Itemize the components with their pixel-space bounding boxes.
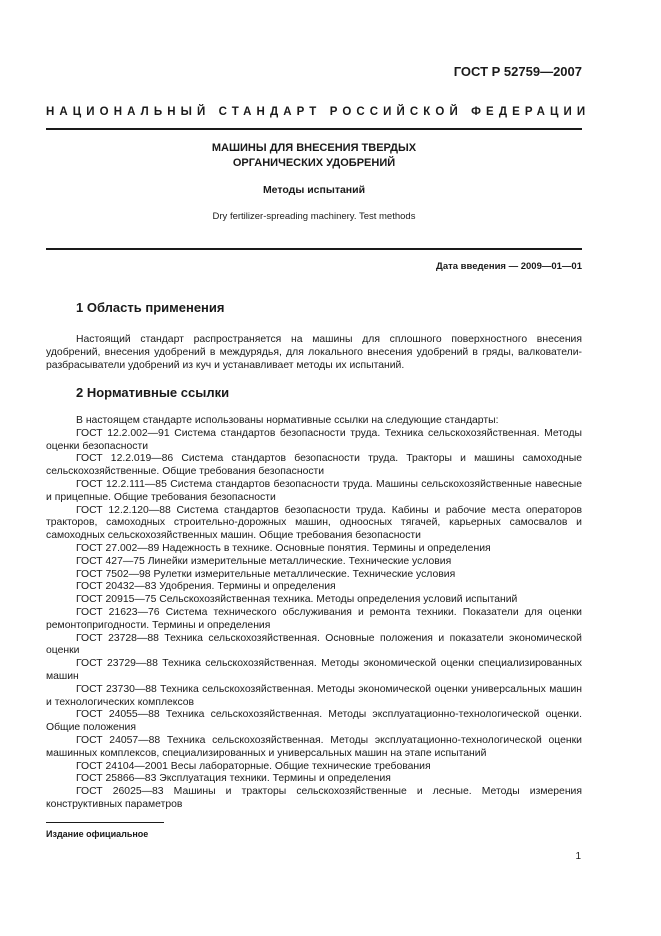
scope-paragraph: Настоящий стандарт распространяется на машины для сплошного поверхностного внесения удобрений, внесения удобрений в междурядья, для локального внесения удобрений в гряды, валкователи-разбрасыватели удобрений из куч и устанавливает методы их испытаний. (46, 334, 582, 371)
reference-item: ГОСТ 7502—98 Рулетки измерительные металлические. Технические условия (76, 568, 456, 580)
document-title-line1: МАШИНЫ ДЛЯ ВНЕСЕНИЯ ТВЕРДЫХ (211, 142, 417, 154)
reference-item: ГОСТ 27.002—89 Надежность в технике. Основные понятия. Термины и определения (76, 542, 491, 554)
official-edition-note: Издание официальное (46, 829, 149, 839)
document-number: ГОСТ Р 52759—2007 (453, 64, 582, 79)
reference-item: ГОСТ 12.2.111—85 Система стандартов безопасности труда. Машины сельскохозяйственные навесные и прицепные. Общие требования безопасности (46, 478, 582, 503)
reference-item: ГОСТ 24055—88 Техника сельскохозяйственная. Методы эксплуатационно-технологической оценки. Общие положения (46, 709, 582, 734)
reference-item: ГОСТ 23730—88 Техника сельскохозяйственная. Методы экономической оценки универсальных машин и технологических комплексов (46, 683, 582, 708)
reference-item: ГОСТ 427—75 Линейки измерительные металлические. Технические условия (76, 555, 452, 567)
reference-item: ГОСТ 26025—83 Машины и тракторы сельскохозяйственные и лесные. Методы измерения конструктивных параметров (46, 786, 582, 810)
reference-item: ГОСТ 23729—88 Техника сельскохозяйственная. Методы экономической оценки специализированных машин (46, 658, 582, 682)
reference-item: ГОСТ 24104—2001 Весы лабораторные. Общие технические требования (76, 760, 431, 772)
document-title (46, 141, 582, 171)
reference-item: ГОСТ 25866—83 Эксплуатация техники. Термины и определения (76, 773, 391, 785)
title-rule (46, 248, 582, 250)
page-number: 1 (575, 851, 581, 862)
section-1-body (46, 334, 582, 372)
reference-item: ГОСТ 21623—76 Система технического обслуживания и ремонта техники. Показатели для оценки ремонтопригодности. Термины и определения (46, 606, 582, 631)
section-1-heading: 1 Область применения (76, 300, 225, 315)
reference-item: ГОСТ 24057—88 Техника сельскохозяйственная. Методы эксплуатационно-технологической оценки машинных комплексов, специализированных и универсальных машин на этапе испытаний (46, 734, 582, 759)
header-rule (46, 128, 582, 130)
section-2-heading: 2 Нормативные ссылки (76, 385, 230, 400)
reference-item: ГОСТ 20915—75 Сельскохозяйственная техника. Методы определения условий испытаний (76, 594, 518, 606)
reference-item: ГОСТ 12.2.120—88 Система стандартов безопасности труда. Кабины и рабочие места операторов тракторов, самоходных строительно-дорожных машин, одноосных тягачей, карьерных самосвалов и самоходных сельскохозяйственных машин. Общие требования безопасности (46, 504, 582, 542)
reference-item: ГОСТ 20432—83 Удобрения. Термины и определения (76, 581, 336, 593)
reference-item: ГОСТ 12.2.019—86 Система стандартов безопасности труда. Тракторы и машины самоходные сельскохозяйственные. Общие требования безопасности (46, 453, 582, 478)
footer-rule (46, 822, 164, 823)
reference-item: ГОСТ 23728—88 Техника сельскохозяйственная. Основные положения и показатели экономической оценки (46, 632, 582, 657)
references-intro: В настоящем стандарте использованы нормативные ссылки на следующие стандарты: (76, 415, 499, 426)
english-title: Dry fertilizer-spreading machinery. Test methods (212, 211, 416, 222)
introduction-date: Дата введения — 2009—01—01 (436, 261, 582, 272)
national-standard-banner: НАЦИОНАЛЬНЫЙ СТАНДАРТ РОССИЙСКОЙ ФЕДЕРАЦИИ (46, 106, 591, 118)
document-subtitle: Методы испытаний (262, 184, 366, 196)
reference-item: ГОСТ 12.2.002—91 Система стандартов безопасности труда. Техника сельскохозяйственная. Методы оценки безопасности (46, 427, 582, 452)
document-title-line2: ОРГАНИЧЕСКИХ УДОБРЕНИЙ (232, 157, 396, 169)
normative-references (46, 415, 582, 812)
